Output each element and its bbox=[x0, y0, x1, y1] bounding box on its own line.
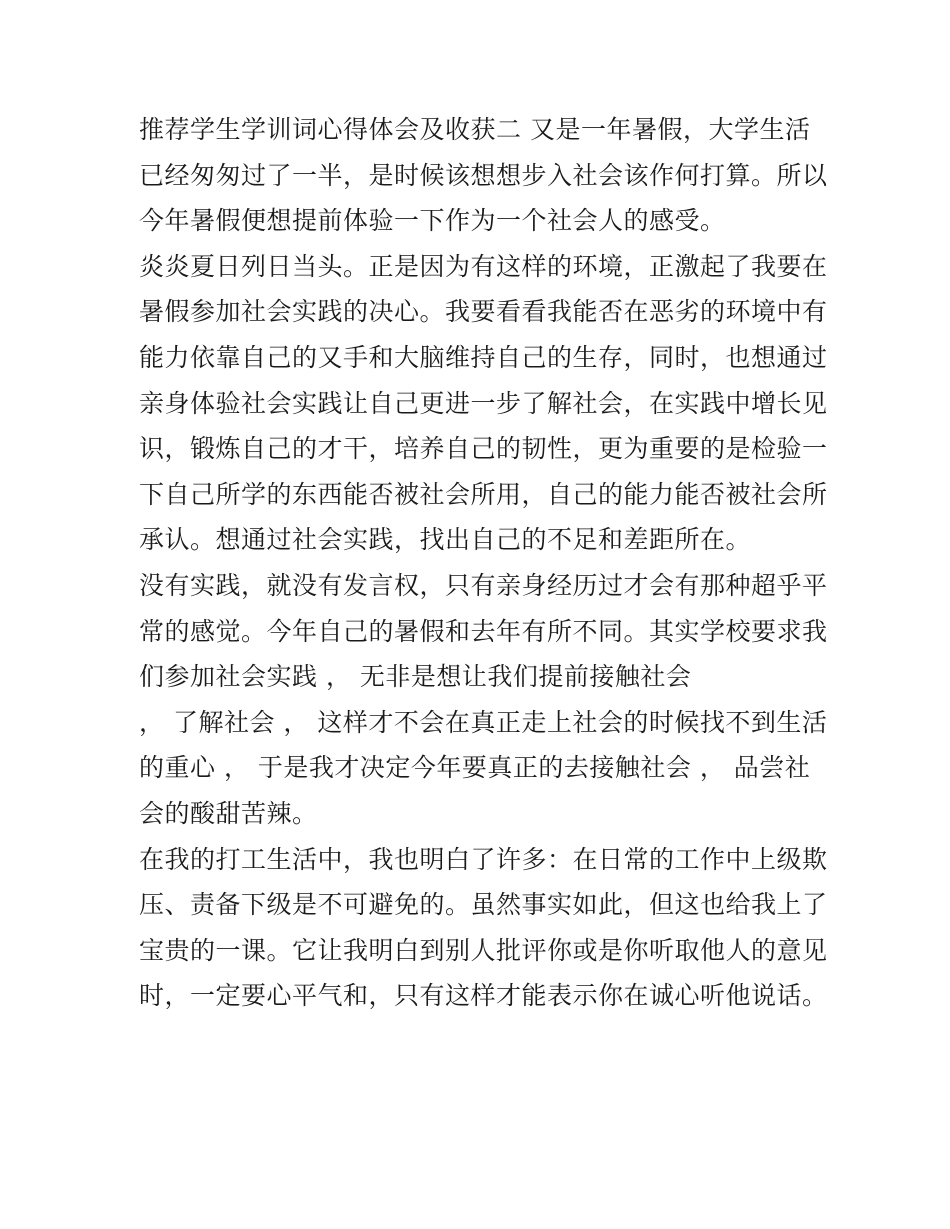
text-line: 承认。想通过社会实践，找出自己的不足和差距所在。 bbox=[139, 525, 752, 555]
text-line: 压、责备下级是不可避免的。虽然事实如此，但这也给我上了 bbox=[139, 890, 828, 920]
text-line: 没有实践，就没有发言权，只有亲身经历过才会有那种超乎平 bbox=[139, 570, 828, 600]
text-line: 推荐学生学训词心得体会及收获二 又是一年暑假，大学生活 bbox=[139, 115, 811, 144]
text-line: 们参加社会实践 ， 无非是想让我们提前接触社会 bbox=[139, 662, 692, 692]
text-line: 在我的打工生活中，我也明白了许多：在日常的工作中上级欺 bbox=[139, 844, 828, 874]
text-line: 下自己所学的东西能否被社会所用，自己的能力能否被社会所 bbox=[139, 479, 828, 509]
text-line: ， 了解社会 ， 这样才不会在真正走上社会的时候找不到生活 bbox=[139, 707, 828, 737]
text-line: 暑假参加社会实践的决心。我要看看我能否在恶劣的环境中有 bbox=[139, 297, 828, 327]
text-line: 会的酸甜苦辣。 bbox=[139, 798, 318, 828]
document-body bbox=[139, 107, 829, 1019]
text-line: 能力依靠自己的又手和大脑维持自己的生存，同时，也想通过 bbox=[139, 342, 828, 372]
text-line: 时，一定要心平气和，只有这样才能表示你在诚心听他说话。 bbox=[139, 981, 828, 1011]
text-line: 识，锻炼自己的才干，培养自己的韧性，更为重要的是检验一 bbox=[139, 434, 828, 464]
text-line: 常的感觉。今年自己的暑假和去年有所不同。其实学校要求我 bbox=[139, 616, 828, 646]
text-line: 宝贵的一课。它让我明白到别人批评你或是你听取他人的意见 bbox=[139, 935, 828, 965]
text-line: 炎炎夏日列日当头。正是因为有这样的环境，正激起了我要在 bbox=[139, 251, 828, 281]
text-line: 已经匆匆过了一半，是时候该想想步入社会该作何打算。所以 bbox=[139, 160, 828, 190]
text-line: 亲身体验社会实践让自己更进一步了解社会，在实践中增长见 bbox=[139, 388, 828, 418]
text-line: 的重心 ， 于是我才决定今年要真正的去接触社会 ， 品尝社 bbox=[139, 753, 811, 783]
text-line: 今年暑假便想提前体验一下作为一个社会人的感受。 bbox=[139, 206, 726, 236]
